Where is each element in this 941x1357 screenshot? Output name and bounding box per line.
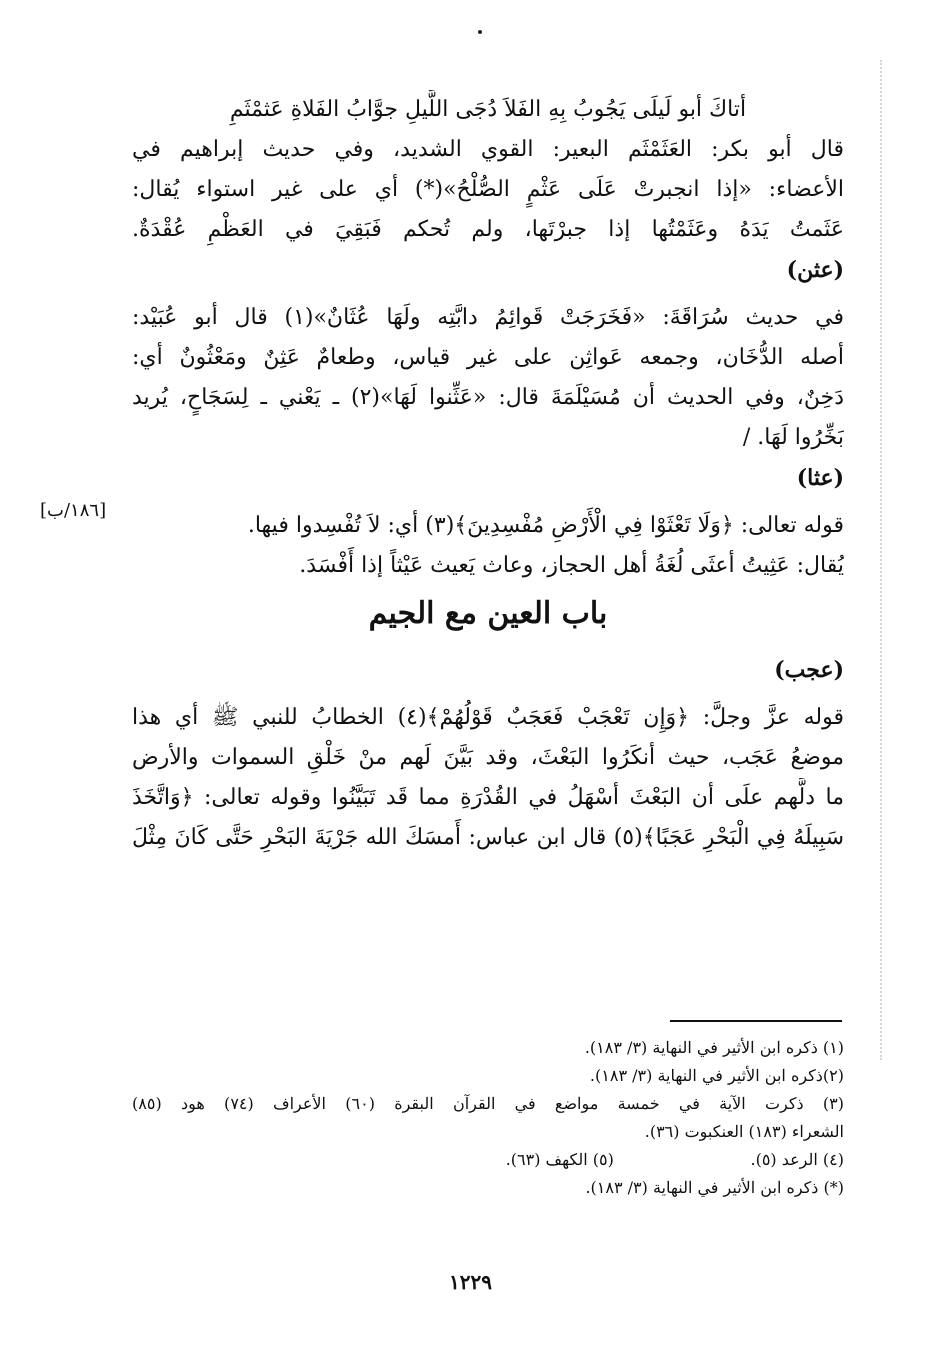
text-line: أصله الدُّخَان، وجمعه عَواثِن على غير قياس، وطعامٌ عَثِنٌ ومَعْثُونٌ أي: <box>132 345 844 370</box>
footnote: (٤) الرعد (٥). <box>750 1150 844 1169</box>
margin-folio-note: [١٨٦/ب] <box>40 500 107 521</box>
entry-heading-ajab: (عجب) <box>774 657 844 683</box>
footnote-divider <box>670 1020 842 1022</box>
text-line: في حديث سُرَاقَةَ: «فَخَرَجَتْ قَوائِمُ دابَّتِه ولَهَا عُثَانٌ»(١) قال أبو عُبَيْد: <box>132 305 844 330</box>
text-line: قوله عزَّ وجلَّ: ﴿وَإِن تَعْجَبْ فَعَجَبٌ قَوْلُهُمْ﴾(٤) الخطابُ للنبي ﷺ أي هذا <box>132 705 844 730</box>
footnotes <box>132 1034 844 1202</box>
text-line: عَثَمتُ يَدَهُ وعَثَمْتُها إذا جبرْتَها، ولم تُحكم فَبَقِيَ في العَظْمِ عُقْدَةٌ. <box>132 217 844 242</box>
page-number: ١٢٢٩ <box>449 1270 492 1294</box>
footnote: الشعراء (١٨٣) العنكبوت (٣٦). <box>644 1122 844 1141</box>
footnote: (١) ذكره ابن الأثير في النهاية (٣/ ١٨٣). <box>584 1038 844 1057</box>
text-line: يُقال: عَثِيتُ أعثَى لُغَةُ أهل الحجاز، وعاث يَعيث عَيْثاً إذا أَفْسَدَ. <box>299 553 844 578</box>
text-line: دَخِنٌ، وفي الحديث أن مُسَيْلَمَةَ قال: «عَثِّنوا لَهَا»(٢) ـ يَعْني ـ لِسَجَاحٍ، يُريد <box>132 385 844 410</box>
footnote: (*) ذكره ابن الأثير في النهاية (٣/ ١٨٣). <box>585 1178 844 1197</box>
verse-line: أتاكَ أبو لَيلَى يَجُوبُ بِهِ الفَلاَ دُجَى اللَّيلِ جوَّابُ الفَلاةِ عَثمْثَمِ <box>229 97 747 122</box>
chapter-title: باب العين مع الجيم <box>368 596 608 631</box>
text-line: ما دلَّهم علَى أن البَعْثَ أسْهَلُ في القُدْرَةِ مما قَد تَبَيَّنُوا وقوله تعالى: ﴿وَاتَّخَذَ <box>132 785 844 810</box>
text-line: بَخِّرُوا لَهَا. / <box>742 425 844 450</box>
page-edge <box>880 60 888 1060</box>
top-dot <box>478 30 482 34</box>
text-line: قال أبو بكر: العَثَمْثَم البعير: القوي الشديد، وفي حديث إبراهيم في <box>132 137 844 162</box>
footnote-pair <box>132 1146 844 1174</box>
text-line: سَبِيلَهُ فِي الْبَحْرِ عَجَبًا﴾(٥) قال ابن عباس: أَمسَكَ الله جَرْيَةَ البَحْرِ حَتَّى كَانَ مِثْلَ <box>132 825 844 850</box>
footnote: (٥) الكهف (٦٣). <box>505 1150 614 1169</box>
main-text <box>132 90 844 858</box>
text-line: الأعضاء: «إذا انجبرتْ عَلَى عَثْمٍ الصُّلْحُ»(*) أي على غير استواء يُقال: <box>132 177 844 202</box>
entry-heading-atha: (عثا) <box>796 465 844 491</box>
footnote: (٣) ذكرت الآية في خمسة مواضع في القرآن البقرة (٦٠) الأعراف (٧٤) هود (٨٥) <box>132 1094 844 1113</box>
footnote: (٢)ذكره ابن الأثير في النهاية (٣/ ١٨٣). <box>589 1066 844 1085</box>
text-line: موضعُ عَجَب، حيث أنكَرُوا البَعْثَ، وقد بَيَّنَ لَهم منْ خَلْقِ السموات والأرض <box>132 745 844 770</box>
entry-heading-athan: (عثن) <box>786 257 844 283</box>
text-line: قوله تعالى: ﴿وَلَا تَعْثَوْا فِي الْأَرْضِ مُفْسِدِينَ﴾(٣) أي: لاَ تُفْسِدوا فيها. <box>247 513 844 538</box>
